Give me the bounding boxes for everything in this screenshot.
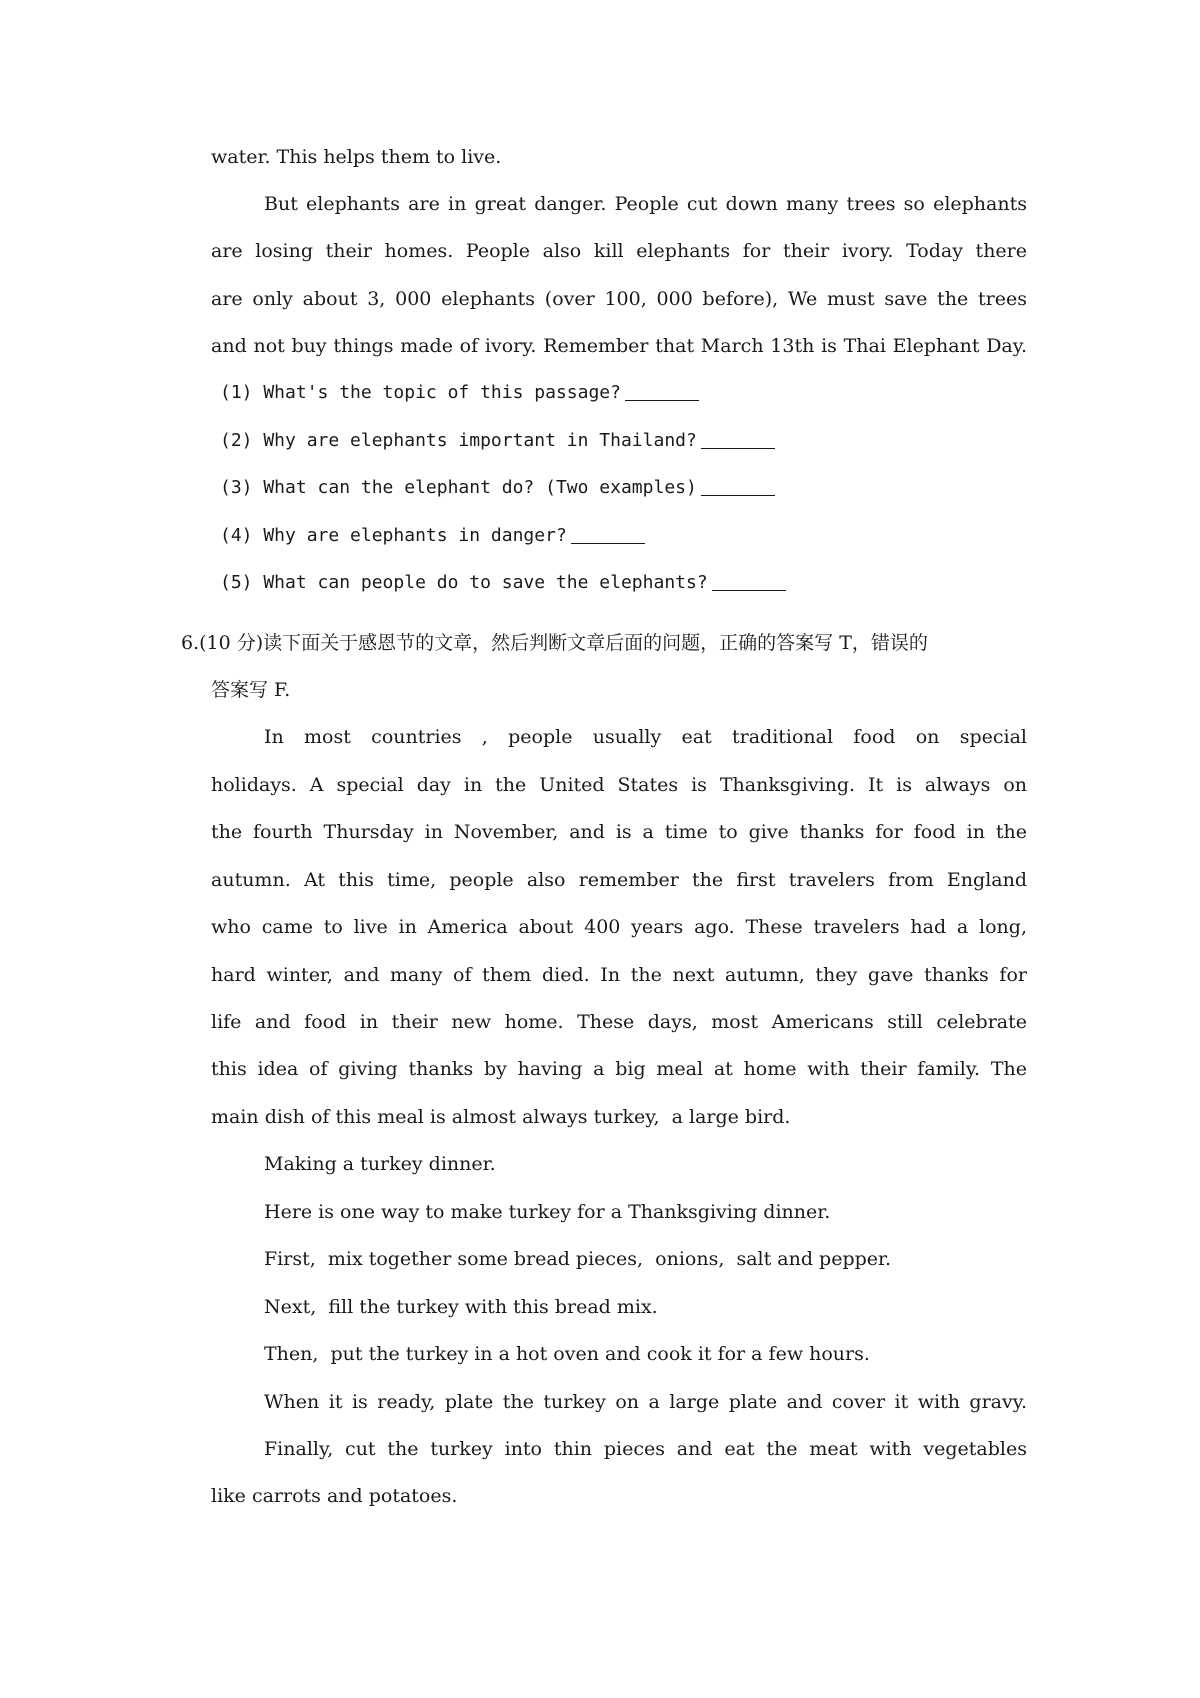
passage2-line: this idea of giving thanks by having a big meal at home with their family. The [211,1058,1027,1080]
passage-line: are losing their homes. People also kill elephants for their ivory. Today there [211,240,1027,262]
question-text: (2) Why are elephants important in Thailand? [220,430,697,451]
recipe-step: Then, put the turkey in a hot oven and cook it for a few hours. [264,1343,870,1365]
passage2-line: hard winter, and many of them died. In the next autumn, they gave thanks for [211,964,1027,986]
question-2 [220,428,1020,454]
passage-line: water. This helps them to live. [211,146,502,168]
question-3 [220,475,1020,501]
passage-line: are only about 3, 000 elephants (over 100, 000 before), We must save the trees [211,288,1027,310]
passage-line: But elephants are in great danger. People cut down many trees so elephants [264,193,1027,215]
answer-blank[interactable] [625,380,699,401]
question-5 [220,570,1020,596]
recipe-title: Making a turkey dinner. [264,1153,496,1175]
recipe-step: like carrots and potatoes. [211,1485,458,1507]
passage2-line: autumn. At this time, people also remember the first travelers from England [211,869,1027,891]
answer-blank[interactable] [701,428,775,449]
passage2-line: In most countries , people usually eat traditional food on special [264,726,1027,748]
passage2-line: main dish of this meal is almost always turkey, a large bird. [211,1106,791,1128]
recipe-step: Finally, cut the turkey into thin pieces and eat the meat with vegetables [264,1438,1027,1460]
passage2-line: holidays. A special day in the United States is Thanksgiving. It is always on [211,774,1027,796]
passage-line: and not buy things made of ivory. Remember that March 13th is Thai Elephant Day. [211,335,1027,357]
question-1 [220,380,1020,406]
recipe-line: Here is one way to make turkey for a Thanksgiving dinner. [264,1201,831,1223]
answer-blank[interactable] [571,523,645,544]
question-text: (5) What can people do to save the elephants? [220,572,708,593]
question-text: (3) What can the elephant do? (Two examples) [220,477,697,498]
answer-blank[interactable] [701,475,775,496]
passage2-line: the fourth Thursday in November, and is a time to give thanks for food in the [211,821,1027,843]
question-text: (1) What's the topic of this passage? [220,382,621,403]
recipe-step: First, mix together some bread pieces, onions, salt and pepper. [264,1248,892,1270]
recipe-step: When it is ready, plate the turkey on a large plate and cover it with gravy. [264,1391,1027,1413]
question-text: (4) Why are elephants in danger? [220,525,567,546]
recipe-step: Next, fill the turkey with this bread mix. [264,1296,658,1318]
question-4 [220,523,1020,549]
task-6-instruction: 答案写 F. [211,679,291,701]
task-6-instruction: 6.(10 分)读下面关于感恩节的文章，然后判断文章后面的问题，正确的答案写 T，错误的 [181,632,928,654]
passage2-line: who came to live in America about 400 years ago. These travelers had a long, [211,916,1027,938]
passage2-line: life and food in their new home. These days, most Americans still celebrate [211,1011,1027,1033]
answer-blank[interactable] [712,570,786,591]
